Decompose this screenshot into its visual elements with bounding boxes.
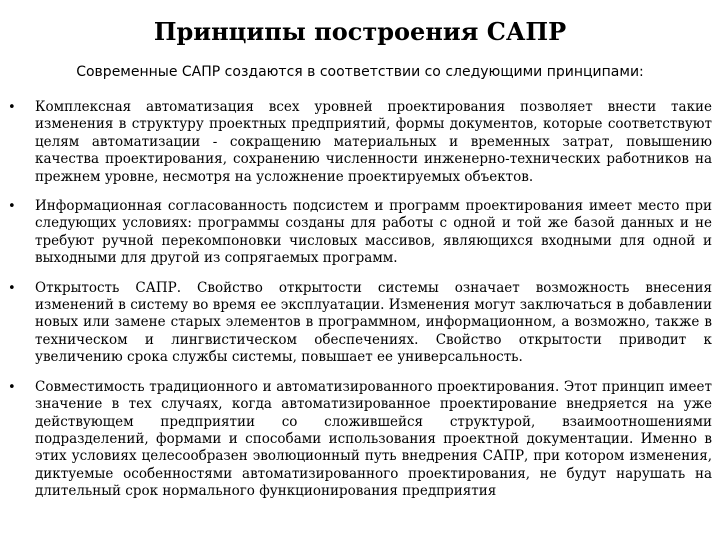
bullet-text: Комплексная автоматизация всех уровней проектирования позволяет внести такие изменения в структуру проектных предприятий, формы документов, которые соответствуют целям автоматизации - сокращению материальных и временных затрат, повышению качества проектирования, сохранению численности инженерно-технических работников на прежнем уровне, несмотря на усложнение проектируемых объектов. <box>35 99 712 185</box>
slide-subtitle: Современные САПР создаются в соответствии со следующими принципами: <box>76 64 644 80</box>
bullet-item-integrated-automation <box>8 99 712 186</box>
bullet-text: Открытость САПР. Свойство открытости системы означает возможность внесения изменений в систему во время ее эксплуатации. Изменения могут заключаться в добавлении новых или замене старых элементов в программном, информационном, а возможно, также в техническом и лингвистическом обеспечениях. Свойство открытости приводит к увеличению срока службы системы, повышает ее универсальность. <box>35 279 712 366</box>
bullet-icon: • <box>8 379 16 395</box>
bullet-text: Информационная согласованность подсистем и программ проектирования имеет место при следующих условиях: программы созданы для работы с одной и той же базой данных и не требуют ручной перекомпоновки числовых массивов, являющихся входными для одной и выходными для другой из сопрягаемых программ. <box>35 198 712 267</box>
bullet-icon: • <box>8 280 16 296</box>
bullet-text: Совместимость традиционного и автоматизированного проектирования. Этот принцип имеет значение в тех случаях, когда автоматизированное проектирование внедряется на уже действующем предприятии со сложившейся структурой, взаимоотношениями подразделений, формами и способами использования проектной документации. Именно в этих условиях целесообразен эволюционный путь внедрения САПР, при котором изменения, диктуемые особенностями автоматизированного проектирования, не будут нарушать на длительный срок нормального функционирования предприятия <box>35 378 712 500</box>
bullet-item-compatibility <box>8 379 712 501</box>
bullet-icon: • <box>8 100 16 115</box>
bullet-item-information-consistency <box>8 198 712 268</box>
bullet-item-openness <box>8 280 712 367</box>
bullet-list <box>8 99 712 513</box>
slide-title: Принципы построения САПР <box>153 17 567 46</box>
bullet-icon: • <box>8 199 16 215</box>
